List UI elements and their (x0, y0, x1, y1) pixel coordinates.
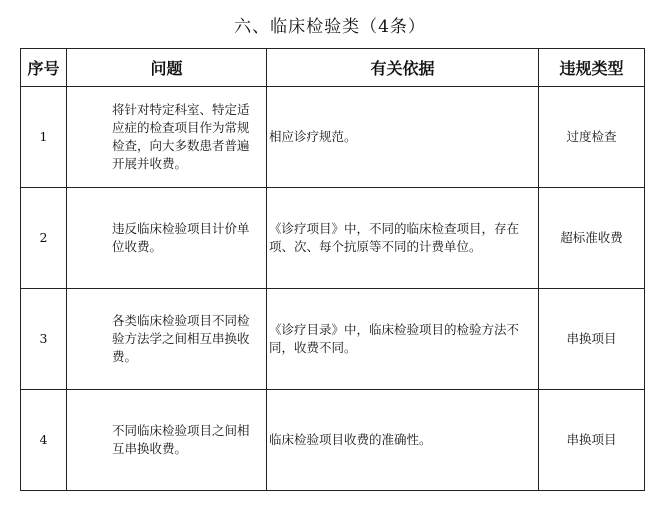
violations-table (20, 48, 645, 491)
row-issue: 不同临床检验项目之间相互串换收费。 (67, 390, 267, 491)
row-no: 3 (21, 289, 67, 390)
row-type: 过度检查 (539, 87, 645, 188)
row-no: 1 (21, 87, 67, 188)
row-type: 串换项目 (539, 390, 645, 491)
header-no: 序号 (21, 49, 67, 87)
row-issue: 各类临床检验项目不同检验方法学之间相互串换收费。 (67, 289, 267, 390)
header-issue: 问题 (67, 49, 267, 87)
table-row (21, 188, 645, 289)
table-row (21, 289, 645, 390)
header-basis: 有关依据 (267, 49, 539, 87)
row-no: 2 (21, 188, 67, 289)
row-type: 超标准收费 (539, 188, 645, 289)
header-type: 违规类型 (539, 49, 645, 87)
page-title: 六、临床检验类（4条） (234, 17, 426, 37)
table-header-row (21, 49, 645, 87)
row-issue: 违反临床检验项目计价单位收费。 (67, 188, 267, 289)
table-row (21, 390, 645, 491)
table-row (21, 87, 645, 188)
row-basis: 相应诊疗规范。 (267, 87, 539, 188)
row-issue: 将针对特定科室、特定适应症的检查项目作为常规检查，向大多数患者普遍开展并收费。 (67, 87, 267, 188)
row-basis: 《诊疗目录》中，临床检验项目的检验方法不同，收费不同。 (267, 289, 539, 390)
row-basis: 《诊疗项目》中，不同的临床检查项目，存在项、次、每个抗原等不同的计费单位。 (267, 188, 539, 289)
row-type: 串换项目 (539, 289, 645, 390)
row-no: 4 (21, 390, 67, 491)
row-basis: 临床检验项目收费的准确性。 (267, 390, 539, 491)
